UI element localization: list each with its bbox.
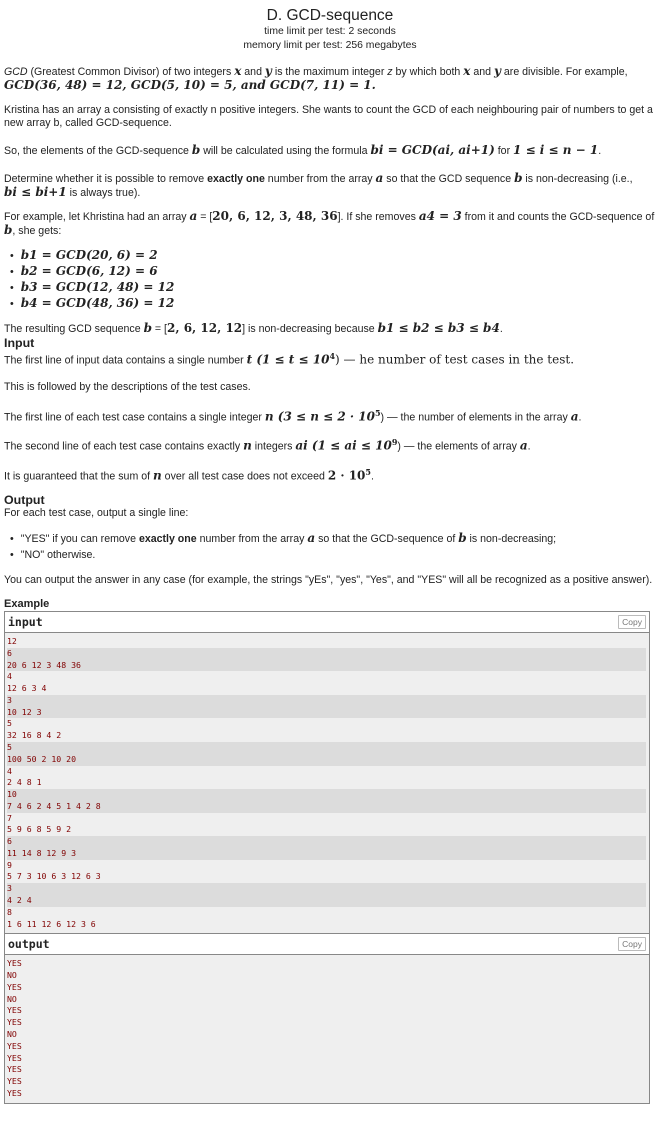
example-input-box [4, 611, 650, 934]
input-line: 5 9 6 8 5 9 2 [7, 824, 72, 835]
list-item: • "YES" if you can remove exactly one number from the array a so that the GCD-sequence of b is non-decreasing; [10, 530, 656, 547]
gcd-examples: GCD(36, 48) = 12, GCD(5, 10) = 5, and GCD(7, 11) = 1. [4, 78, 376, 92]
input-line: 10 [7, 789, 646, 801]
input-line: 6 [7, 648, 646, 660]
output-line: YES [7, 958, 22, 969]
input-line: 5 7 3 10 6 3 12 6 3 [7, 871, 101, 882]
input-line: 32 16 8 4 2 [7, 730, 62, 741]
input-line: 7 [7, 812, 12, 823]
output-line: YES [7, 981, 22, 992]
input-line: 9 [7, 859, 12, 870]
output-line: YES [7, 1040, 22, 1051]
input-line: 5 [7, 718, 12, 729]
input-label: input [8, 615, 43, 630]
input-paragraph-1: The first line of input data contains a single number t $(1 \le t \le 10^4)$ — he number of test cases in the test. [4, 351, 575, 367]
input-line: 12 6 3 4 [7, 683, 47, 694]
input-line: 4 2 4 [7, 895, 646, 907]
input-paragraph-5: It is guaranteed that the sum of n over all test case does not exceed $2 \cdot 10^5$. [4, 466, 374, 483]
output-line: YES [7, 1052, 22, 1063]
list-item: • b3 = GCD(12, 48) = 12 [10, 280, 656, 296]
input-line: 7 4 6 2 4 5 1 4 2 8 [7, 801, 646, 813]
example-input-content[interactable] [5, 633, 649, 933]
input-line: 1 6 11 12 6 12 3 6 [7, 918, 96, 929]
input-line: 5 [7, 742, 646, 754]
input-line: 12 [7, 636, 17, 647]
output-section-title: Output [4, 493, 45, 508]
input-section-title: Input [4, 336, 35, 350]
input-line: 11 14 8 12 9 3 [7, 848, 646, 860]
input-line: 2 4 8 1 [7, 777, 42, 788]
problem-title: D. GCD-sequence [266, 7, 394, 24]
statement-paragraph-1: GCD (Greatest Common Divisor) of two integers x and y is the maximum integer z by which both x and y are divisible. For example, GCD(36, 48) = 12, GCD(5, 10) = 5, and GCD(7, 11) = 1. [4, 64, 628, 92]
list-item: • b1 = GCD(20, 6) = 2 [10, 248, 656, 264]
input-paragraph-4: The second line of each test case contains exactly n integers ai (1 ≤ ai ≤ $10^9$) — the elements of array a. [4, 437, 531, 453]
output-line: YES [7, 1005, 22, 1016]
input-line: 6 [7, 836, 646, 848]
memory-limit: memory limit per test: 256 megabytes [243, 40, 417, 51]
statement-paragraph-2: Kristina has an array a consisting of exactly n positive integers. She wants to count the GCD of each neighbouring pair of numbers to get a new array b, called GCD-sequence. [4, 104, 653, 129]
list-item: • b4 = GCD(48, 36) = 12 [10, 296, 656, 312]
input-line: 10 12 3 [7, 707, 646, 719]
statement-paragraph-4: Determine whether it is possible to remove exactly one number from the array a so that the GCD sequence b is non-decreasing (i.e., bi ≤ bi+1 is always true). [4, 171, 633, 199]
output-list [4, 530, 656, 563]
input-line: 100 50 2 10 20 [7, 754, 646, 766]
list-item: • b2 = GCD(6, 12) = 6 [10, 264, 656, 280]
output-line: NO [7, 970, 17, 981]
output-label: output [8, 937, 50, 952]
output-line: YES [7, 1088, 22, 1099]
example-input-header [5, 612, 649, 633]
input-line: 20 6 12 3 48 36 [7, 660, 646, 672]
output-paragraph-1: For each test case, output a single line: [4, 507, 189, 520]
example-title: Example [4, 598, 50, 611]
gcd-sequence-list [4, 248, 656, 312]
input-paragraph-2: This is followed by the descriptions of the test cases. [4, 380, 251, 393]
example-output-content[interactable] [5, 955, 649, 1103]
output-paragraph-2: You can output the answer in any case (for example, the strings "yEs", "yes", "Yes", and "YES" will all be recognized as a positive answer). [4, 574, 653, 587]
input-line: 3 [7, 695, 646, 707]
output-line: YES [7, 1076, 22, 1087]
copy-input-button[interactable]: Copy [618, 615, 646, 629]
input-line: 4 [7, 765, 12, 776]
time-limit: time limit per test: 2 seconds [264, 26, 396, 37]
statement-paragraph-6: The resulting GCD sequence b = [2, 6, 12, 12] is non-decreasing because b1 ≤ b2 ≤ b3 ≤ b4. [4, 321, 503, 335]
output-line: YES [7, 1064, 22, 1075]
list-item: • "NO" otherwise. [10, 547, 656, 563]
example-output-box [4, 934, 650, 1104]
input-line: 4 [7, 671, 12, 682]
output-line: YES [7, 1017, 22, 1028]
output-line: NO [7, 993, 17, 1004]
example-output-header [5, 934, 649, 955]
statement-paragraph-5: For example, let Khristina had an array a = [20, 6, 12, 3, 48, 36]. If she removes a4 = 3 from it and counts the GCD-sequence of b, she gets: [4, 209, 655, 237]
input-line: 3 [7, 883, 646, 895]
input-line: 8 [7, 906, 12, 917]
statement-paragraph-3: So, the elements of the GCD-sequence b will be calculated using the formula bi = GCD(ai, ai+1) for 1 ≤ i ≤ n − 1. [4, 143, 602, 157]
copy-output-button[interactable]: Copy [618, 937, 646, 951]
input-paragraph-3: The first line of each test case contains a single integer n $(3 \le n \le 2 \cdot 10^5)$ — the number of elements in the array a. [4, 407, 582, 424]
output-line: NO [7, 1029, 17, 1040]
